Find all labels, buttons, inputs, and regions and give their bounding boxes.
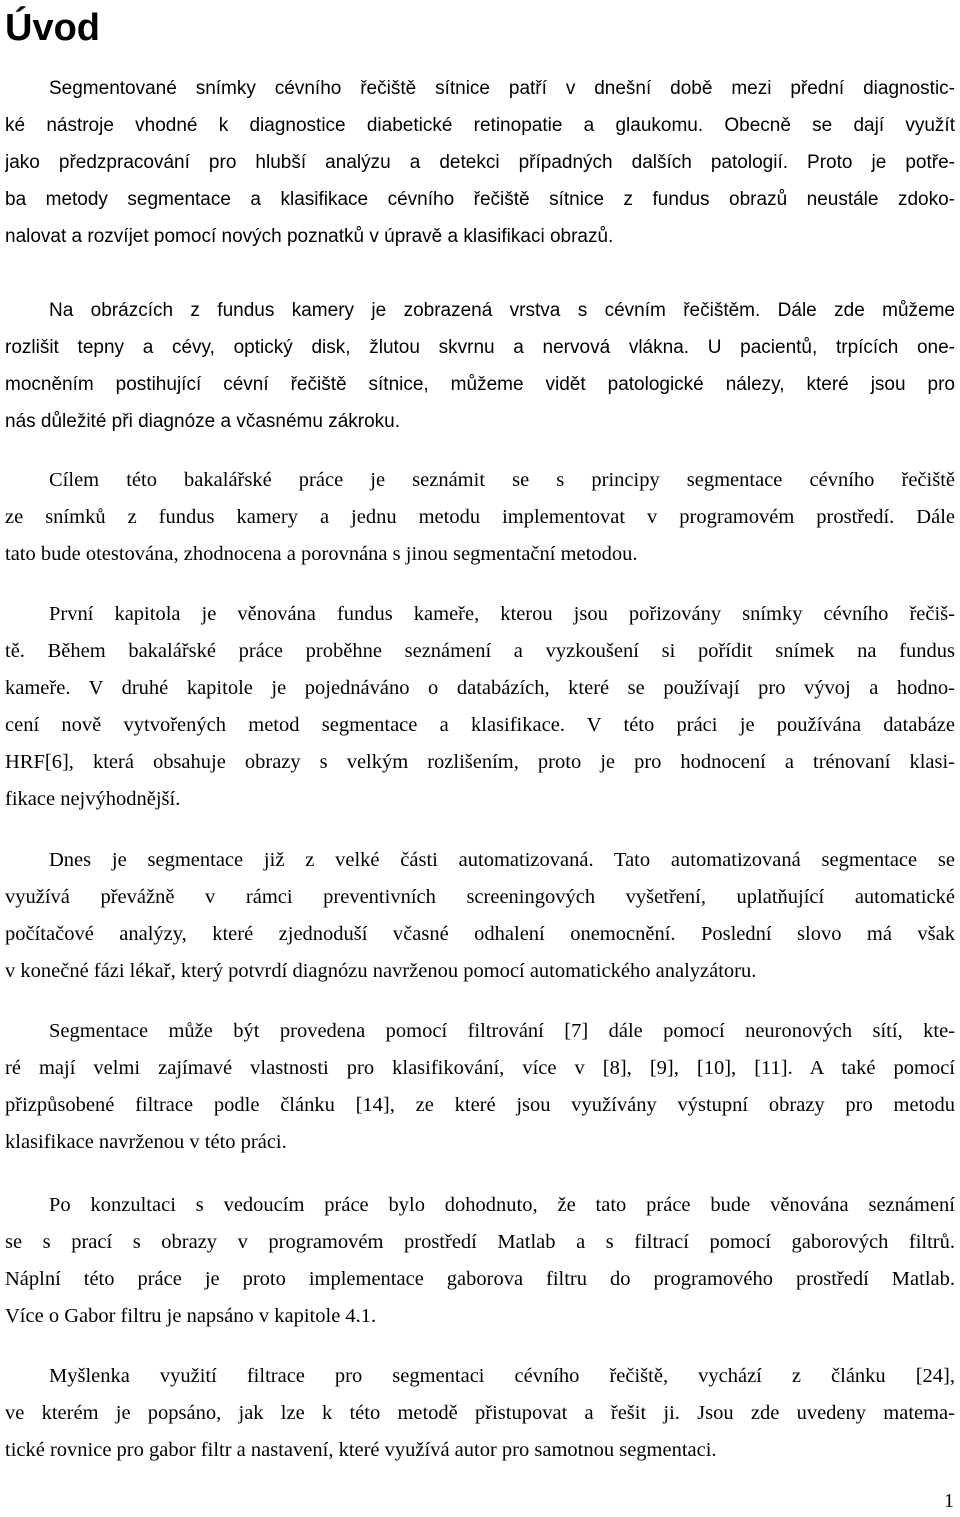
paragraph-line: v konečné fázi lékař, který potvrdí diagnózu navrženou pomocí automatického analyzátoru. xyxy=(5,960,757,982)
paragraph-line: fikace nejvýhodnější. xyxy=(5,788,181,810)
paragraph-line: tato bude otestována, zhodnocena a porovnána s jinou segmentační metodou. xyxy=(5,543,638,565)
paragraph-line: Více o Gabor filtru je napsáno v kapitole 4.1. xyxy=(5,1305,377,1327)
paragraph-line: nás důležité při diagnóze a včasnému zákroku. xyxy=(5,411,401,432)
paragraph-line: HRF[6], která obsahuje obrazy s velkým rozlišením, proto je pro hodnocení a trénovaní klasi- xyxy=(5,751,955,773)
section-heading: Úvod xyxy=(5,7,100,49)
paragraph-line: ve kterém je popsáno, jak lze k této metodě přistupovat a řešit ji. Jsou zde uvedeny matema- xyxy=(5,1402,955,1424)
paragraph-line: klasifikace navrženou v této práci. xyxy=(5,1131,287,1153)
paragraph-line: ze snímků z fundus kamery a jednu metodu implementovat v programovém prostředí. Dále xyxy=(5,506,955,528)
paragraph-5 xyxy=(5,842,955,990)
paragraph-line: Náplní této práce je proto implementace gaborova filtru do programového prostředí Matlab. xyxy=(5,1268,955,1290)
paragraph-4 xyxy=(5,596,955,818)
paragraph-line: nalovat a rozvíjet pomocí nových poznatků v úpravě a klasifikaci obrazů. xyxy=(5,226,614,247)
paragraph-1 xyxy=(5,70,955,255)
paragraph-line: První kapitola je věnována fundus kameře, kterou jsou pořizovány snímky cévního řečiš- xyxy=(49,603,955,625)
paragraph-line: tické rovnice pro gabor filtr a nastavení, které využívá autor pro samotnou segmentaci. xyxy=(5,1439,717,1461)
paragraph-line: Cílem této bakalářské práce je seznámit se s principy segmentace cévního řečiště xyxy=(49,469,955,491)
paragraph-line: jako předzpracování pro hlubší analýzu a detekci případných dalších patologií. Proto je potře- xyxy=(5,152,955,173)
paragraph-line: počítačové analýzy, které zjednoduší včasné odhalení onemocnění. Poslední slovo má však xyxy=(5,923,955,945)
paragraph-line: Na obrázcích z fundus kamery je zobrazená vrstva s cévním řečištěm. Dále zde můžeme xyxy=(49,300,955,321)
paragraph-line: se s prací s obrazy v programovém prostředí Matlab a s filtrací pomocí gaborových filtrů. xyxy=(5,1231,955,1253)
paragraph-line: tě. Během bakalářské práce proběhne seznámení a vyzkoušení si pořídit snímek na fundus xyxy=(5,640,955,662)
paragraph-3 xyxy=(5,462,955,573)
paragraph-line: ré mají velmi zajímavé vlastnosti pro klasifikování, více v [8], [9], [10], [11]. A také pomocí xyxy=(5,1057,955,1079)
paragraph-line: Dnes je segmentace již z velké části automatizovaná. Tato automatizovaná segmentace se xyxy=(49,849,955,871)
paragraph-line: Po konzultaci s vedoucím práce bylo dohodnuto, že tato práce bude věnována seznámení xyxy=(49,1194,955,1216)
paragraph-line: Segmentované snímky cévního řečiště sítnice patří v dnešní době mezi přední diagnostic- xyxy=(49,78,955,99)
paragraph-line: Segmentace může být provedena pomocí filtrování [7] dále pomocí neuronových sítí, kte- xyxy=(49,1020,955,1042)
paragraph-line: využívá převážně v rámci preventivních screeningových vyšetření, uplatňující automatické xyxy=(5,886,955,908)
paragraph-line: ba metody segmentace a klasifikace cévního řečiště sítnice z fundus obrazů neustále zdoko- xyxy=(5,189,955,210)
paragraph-7 xyxy=(5,1187,955,1335)
paragraph-6 xyxy=(5,1013,955,1161)
paragraph-line: přizpůsobené filtrace podle článku [14], ze které jsou využívány výstupní obrazy pro metodu xyxy=(5,1094,955,1116)
paragraph-line: kameře. V druhé kapitole je pojednáváno o databázích, které se používají pro vývoj a hodno- xyxy=(5,677,955,699)
paragraph-line: cení nově vytvořených metod segmentace a klasifikace. V této práci je používána databáze xyxy=(5,714,955,736)
paragraph-line: mocněním postihující cévní řečiště sítnice, můžeme vidět patologické nálezy, které jsou pro xyxy=(5,374,955,395)
paragraph-line: Myšlenka využití filtrace pro segmentaci cévního řečiště, vychází z článku [24], xyxy=(49,1365,955,1387)
paragraph-line: rozlišit tepny a cévy, optický disk, žlutou skvrnu a nervová vlákna. U pacientů, trpících one- xyxy=(5,337,955,358)
paragraph-8 xyxy=(5,1358,955,1469)
paragraph-2 xyxy=(5,292,955,440)
page-number: 1 xyxy=(944,1490,954,1512)
paragraph-line: ké nástroje vhodné k diagnostice diabetické retinopatie a glaukomu. Obecně se dají využít xyxy=(5,115,955,136)
